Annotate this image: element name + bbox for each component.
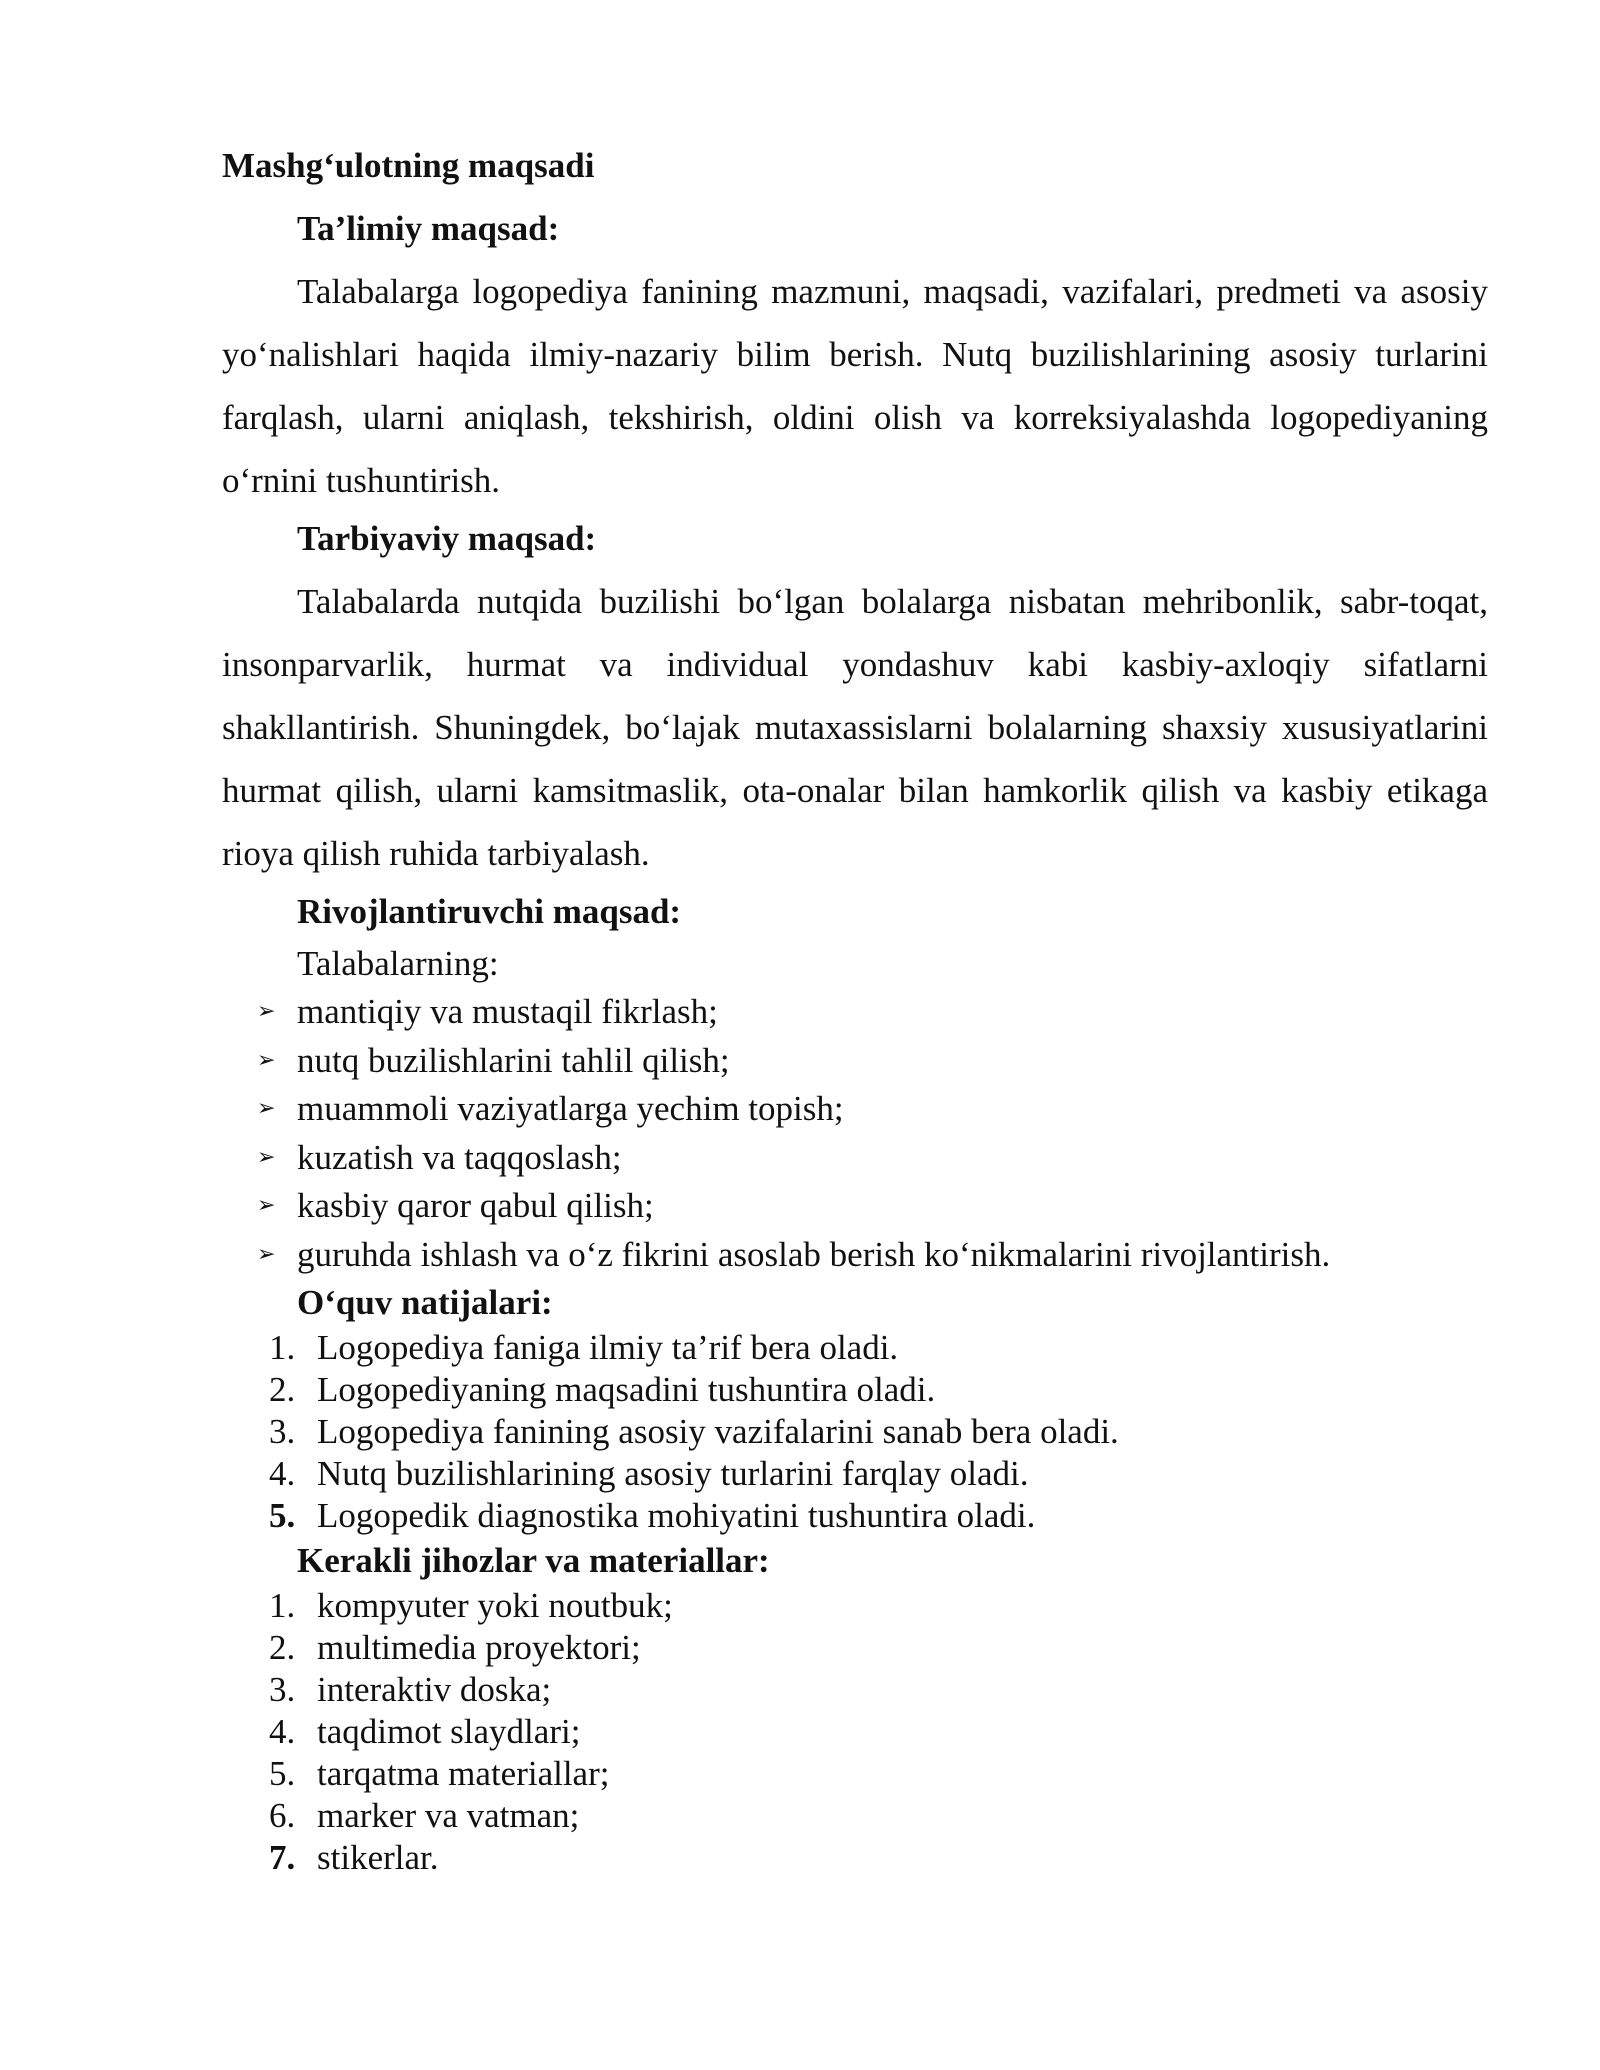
arrow-bullet-icon: ➢ (257, 999, 276, 1024)
oquv-natijalari-list (222, 1327, 1488, 1537)
list-item: 3. interaktiv doska; (269, 1670, 552, 1709)
heading-talimiy-maqsad: Ta’limiy maqsad: (297, 209, 560, 248)
list-item: 6. marker va vatman; (269, 1796, 580, 1835)
heading-kerakli-jihozlar: Kerakli jihozlar va materiallar: (297, 1541, 770, 1580)
list-item: ➢ kuzatish va taqqoslash; (222, 1134, 1488, 1183)
list-item: 4. Nutq buzilishlarining asosiy turlarini farqlay oladi. (269, 1454, 1029, 1493)
paragraph-talimiy-maqsad: Talabalarga logopediya fanining mazmuni, maqsadi, vazifalari, predmeti va asosiy yo‘nalishlari haqida ilmiy-nazariy bilim berish. Nutq buzilishlarining asosiy turlarini farqlash, ularni aniqlash, tekshirish, oldini olish va korreksiyalashda logopediyaning o‘rnini tushuntirish. (222, 272, 1488, 500)
list-item: ➢ mantiqiy va mustaqil fikrlash; (222, 988, 1488, 1037)
arrow-bullet-icon: ➢ (257, 1193, 276, 1218)
heading-rivojlantiruvchi-maqsad: Rivojlantiruvchi maqsad: (297, 892, 682, 931)
rivojlantiruvchi-intro: Talabalarning: (297, 944, 499, 983)
paragraph-tarbiyaviy-maqsad: Talabalarda nutqida buzilishi bo‘lgan bolalarga nisbatan mehribonlik, sabr-toqat, insonparvarlik, hurmat va individual yondashuv kabi kasbiy-axloqiy sifatlarni shakllantirish. Shuningdek, bo‘lajak mutaxassislarni bolalarning shaxsiy xususiyatlarini hurmat qilish, ularni kamsitmaslik, ota-onalar bilan hamkorlik qilish va kasbiy etikaga rioya qilish ruhida tarbiyalash. (222, 582, 1488, 873)
kerakli-jihozlar-list (222, 1585, 1488, 1879)
arrow-bullet-icon: ➢ (257, 1144, 276, 1170)
arrow-bullet-icon: ➢ (257, 1096, 276, 1121)
arrow-bullet-icon: ➢ (257, 1047, 276, 1073)
list-item: ➢ kasbiy qaror qabul qilish; (222, 1182, 1488, 1231)
list-item: 2. multimedia proyektori; (269, 1628, 641, 1667)
list-item: 1. Logopediya faniga ilmiy ta’rif bera oladi. (269, 1328, 899, 1367)
heading-tarbiyaviy-maqsad: Tarbiyaviy maqsad: (297, 519, 597, 558)
heading-oquv-natijalari: O‘quv natijalari: (297, 1283, 553, 1322)
list-item: 2. Logopediyaning maqsadini tushuntira oladi. (269, 1370, 936, 1409)
list-item: 7. stikerlar. (269, 1838, 439, 1877)
list-item: 5. Logopedik diagnostika mohiyatini tushuntira oladi. (269, 1496, 1036, 1535)
list-item: ➢ nutq buzilishlarini tahlil qilish; (222, 1037, 1488, 1086)
list-item: 1. kompyuter yoki noutbuk; (269, 1586, 673, 1625)
list-item: 5. tarqatma materiallar; (269, 1754, 610, 1793)
rivojlantiruvchi-bullet-list (222, 988, 1488, 1279)
arrow-bullet-icon: ➢ (257, 1241, 276, 1267)
list-item: ➢ guruhda ishlash va o‘z fikrini asoslab berish ko‘nikmalarini rivojlantirish. (222, 1231, 1488, 1280)
document-title: Mashg‘ulotning maqsadi (222, 146, 595, 185)
document-page (222, 146, 1488, 1879)
list-item: 4. taqdimot slaydlari; (269, 1712, 581, 1751)
list-item: 3. Logopediya fanining asosiy vazifalarini sanab bera oladi. (269, 1412, 1119, 1451)
list-item: ➢ muammoli vaziyatlarga yechim topish; (222, 1085, 1488, 1134)
